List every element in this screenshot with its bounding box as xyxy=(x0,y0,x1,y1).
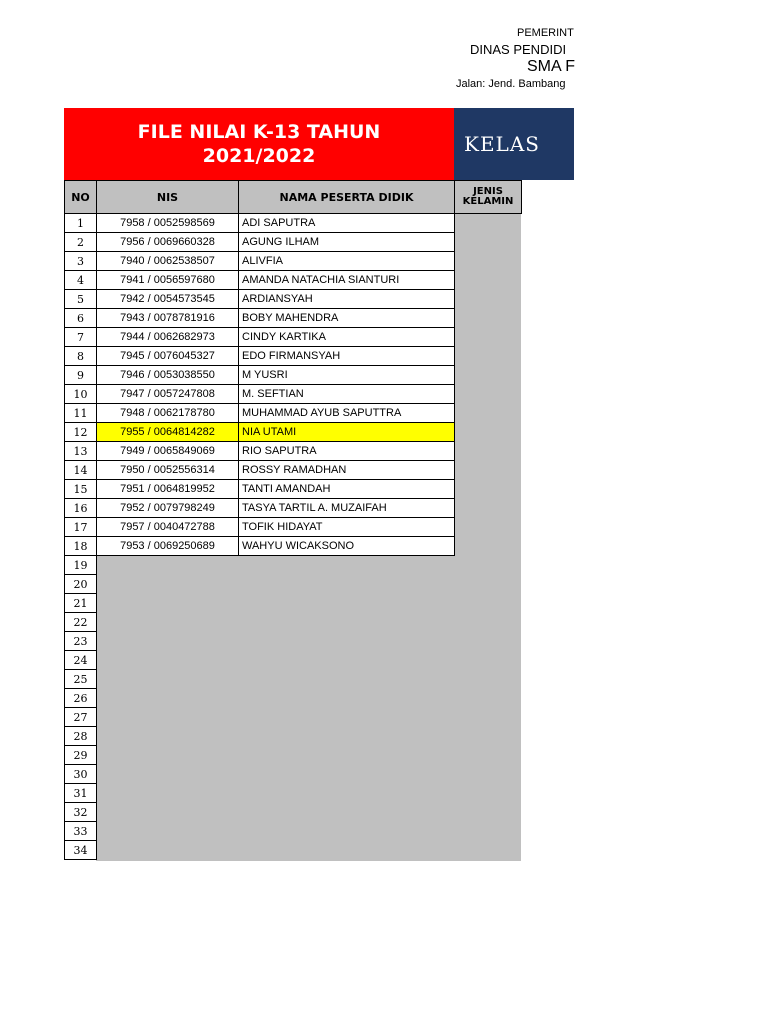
row-no[interactable]: 33 xyxy=(65,822,97,841)
row-no[interactable]: 10 xyxy=(65,385,97,404)
empty-cell[interactable] xyxy=(455,556,522,575)
row-no[interactable]: 6 xyxy=(65,309,97,328)
empty-cell[interactable] xyxy=(455,765,522,784)
row-nama[interactable]: M. SEFTIAN xyxy=(239,385,455,404)
row-no[interactable]: 3 xyxy=(65,252,97,271)
row-no[interactable]: 4 xyxy=(65,271,97,290)
row-nis[interactable]: 7957 / 0040472788 xyxy=(97,518,239,537)
row-no[interactable]: 7 xyxy=(65,328,97,347)
row-jenis-kelamin[interactable] xyxy=(455,480,522,499)
row-nis[interactable]: 7951 / 0064819952 xyxy=(97,480,239,499)
kelas-text: KELAS xyxy=(464,132,540,156)
row-no[interactable]: 34 xyxy=(65,841,97,860)
row-nis[interactable]: 7956 / 0069660328 xyxy=(97,233,239,252)
table-row-blank[interactable] xyxy=(65,822,522,841)
row-nama[interactable]: AGUNG ILHAM xyxy=(239,233,455,252)
row-jenis-kelamin[interactable] xyxy=(455,309,522,328)
table-row[interactable] xyxy=(65,328,522,347)
table-row[interactable] xyxy=(65,214,522,233)
empty-cell[interactable] xyxy=(455,613,522,632)
row-jenis-kelamin[interactable] xyxy=(455,347,522,366)
table-row[interactable] xyxy=(65,442,522,461)
row-nis[interactable]: 7944 / 0062682973 xyxy=(97,328,239,347)
empty-cell[interactable] xyxy=(455,803,522,822)
student-table xyxy=(64,180,522,860)
table-body xyxy=(65,214,522,860)
table-row[interactable] xyxy=(65,309,522,328)
table-row-blank[interactable] xyxy=(65,841,522,860)
row-nama[interactable]: ARDIANSYAH xyxy=(239,290,455,309)
row-no[interactable]: 5 xyxy=(65,290,97,309)
empty-cell[interactable] xyxy=(455,727,522,746)
row-no[interactable]: 23 xyxy=(65,632,97,651)
table-row-blank[interactable] xyxy=(65,784,522,803)
row-nis[interactable]: 7950 / 0052556314 xyxy=(97,461,239,480)
row-no[interactable]: 13 xyxy=(65,442,97,461)
empty-cell[interactable] xyxy=(97,841,239,860)
row-no[interactable]: 12 xyxy=(65,423,97,442)
row-jenis-kelamin[interactable] xyxy=(455,423,522,442)
row-nis[interactable]: 7941 / 0056597680 xyxy=(97,271,239,290)
file-title xyxy=(64,108,454,180)
table-row[interactable] xyxy=(65,290,522,309)
header-nis: NIS xyxy=(97,181,239,214)
table-row-blank[interactable] xyxy=(65,632,522,651)
empty-cell[interactable] xyxy=(455,708,522,727)
empty-cell[interactable] xyxy=(455,594,522,613)
table-row[interactable] xyxy=(65,499,522,518)
empty-cell[interactable] xyxy=(97,613,239,632)
row-no[interactable]: 17 xyxy=(65,518,97,537)
row-jenis-kelamin[interactable] xyxy=(455,214,522,233)
empty-cell[interactable] xyxy=(97,727,239,746)
empty-cell[interactable] xyxy=(97,651,239,670)
kelas-label xyxy=(454,108,574,180)
row-no[interactable]: 1 xyxy=(65,214,97,233)
row-nama[interactable]: AMANDA NATACHIA SIANTURI xyxy=(239,271,455,290)
file-title-line-1: FILE NILAI K-13 TAHUN xyxy=(137,121,381,143)
table-row-blank[interactable] xyxy=(65,575,522,594)
row-nis[interactable]: 7949 / 0065849069 xyxy=(97,442,239,461)
row-jenis-kelamin[interactable] xyxy=(455,233,522,252)
empty-cell[interactable] xyxy=(97,556,239,575)
header-line-1: PEMERINT xyxy=(517,27,574,39)
empty-cell[interactable] xyxy=(239,803,455,822)
empty-cell[interactable] xyxy=(239,689,455,708)
row-no[interactable]: 18 xyxy=(65,537,97,556)
row-nis[interactable]: 7958 / 0052598569 xyxy=(97,214,239,233)
row-jenis-kelamin[interactable] xyxy=(455,404,522,423)
row-nama[interactable]: ROSSY RAMADHAN xyxy=(239,461,455,480)
empty-cell[interactable] xyxy=(239,765,455,784)
row-no[interactable]: 9 xyxy=(65,366,97,385)
empty-cell[interactable] xyxy=(239,708,455,727)
row-no[interactable]: 15 xyxy=(65,480,97,499)
row-jenis-kelamin[interactable] xyxy=(455,252,522,271)
empty-cell[interactable] xyxy=(455,651,522,670)
table-row-blank[interactable] xyxy=(65,765,522,784)
row-jenis-kelamin[interactable] xyxy=(455,271,522,290)
table-row[interactable] xyxy=(65,404,522,423)
header-line-3: SMA F xyxy=(527,58,576,75)
header-address: Jalan: Jend. Bambang xyxy=(456,78,566,90)
row-nis[interactable]: 7945 / 0076045327 xyxy=(97,347,239,366)
table-row-blank[interactable] xyxy=(65,651,522,670)
empty-cell[interactable] xyxy=(239,632,455,651)
row-no[interactable]: 28 xyxy=(65,727,97,746)
row-nis[interactable]: 7955 / 0064814282 xyxy=(97,423,239,442)
row-jenis-kelamin[interactable] xyxy=(455,537,522,556)
empty-cell[interactable] xyxy=(455,632,522,651)
table-row[interactable] xyxy=(65,385,522,404)
table-row[interactable] xyxy=(65,461,522,480)
row-nis[interactable]: 7952 / 0079798249 xyxy=(97,499,239,518)
table-row[interactable] xyxy=(65,480,522,499)
table-row[interactable] xyxy=(65,537,522,556)
row-nama[interactable]: WAHYU WICAKSONO xyxy=(239,537,455,556)
table-row-blank[interactable] xyxy=(65,727,522,746)
row-no[interactable]: 21 xyxy=(65,594,97,613)
row-nis[interactable]: 7946 / 0053038550 xyxy=(97,366,239,385)
empty-cell[interactable] xyxy=(97,708,239,727)
header-no: NO xyxy=(65,181,97,214)
empty-cell[interactable] xyxy=(239,822,455,841)
table-header-row xyxy=(65,181,522,214)
row-jenis-kelamin[interactable] xyxy=(455,518,522,537)
table-row[interactable] xyxy=(65,271,522,290)
file-title-line-2: 2021/2022 xyxy=(202,145,316,167)
row-no[interactable]: 19 xyxy=(65,556,97,575)
table-row-blank[interactable] xyxy=(65,746,522,765)
empty-cell[interactable] xyxy=(455,670,522,689)
row-nama[interactable]: TASYA TARTIL A. MUZAIFAH xyxy=(239,499,455,518)
row-no[interactable]: 31 xyxy=(65,784,97,803)
row-no[interactable]: 14 xyxy=(65,461,97,480)
row-nama[interactable]: EDO FIRMANSYAH xyxy=(239,347,455,366)
empty-cell[interactable] xyxy=(97,765,239,784)
empty-cell[interactable] xyxy=(239,594,455,613)
empty-cell[interactable] xyxy=(455,689,522,708)
row-nama[interactable]: TANTI AMANDAH xyxy=(239,480,455,499)
table-row-blank[interactable] xyxy=(65,708,522,727)
table-row-blank[interactable] xyxy=(65,803,522,822)
row-nis[interactable]: 7947 / 0057247808 xyxy=(97,385,239,404)
row-jenis-kelamin[interactable] xyxy=(455,366,522,385)
table-row[interactable] xyxy=(65,233,522,252)
row-nama[interactable]: RIO SAPUTRA xyxy=(239,442,455,461)
table-row-blank[interactable] xyxy=(65,670,522,689)
row-no[interactable]: 16 xyxy=(65,499,97,518)
empty-cell[interactable] xyxy=(455,841,522,860)
table-row[interactable] xyxy=(65,366,522,385)
row-nama[interactable]: ADI SAPUTRA xyxy=(239,214,455,233)
row-no[interactable]: 20 xyxy=(65,575,97,594)
empty-cell[interactable] xyxy=(239,841,455,860)
table-row-blank[interactable] xyxy=(65,594,522,613)
empty-cell[interactable] xyxy=(97,632,239,651)
row-nama[interactable]: M YUSRI xyxy=(239,366,455,385)
empty-cell[interactable] xyxy=(239,556,455,575)
empty-cell[interactable] xyxy=(239,651,455,670)
row-nis[interactable]: 7942 / 0054573545 xyxy=(97,290,239,309)
header-nama: NAMA PESERTA DIDIK xyxy=(239,181,455,214)
row-nama[interactable]: CINDY KARTIKA xyxy=(239,328,455,347)
empty-cell[interactable] xyxy=(455,784,522,803)
row-jenis-kelamin[interactable] xyxy=(455,499,522,518)
row-no[interactable]: 22 xyxy=(65,613,97,632)
empty-cell[interactable] xyxy=(97,803,239,822)
table-row-blank[interactable] xyxy=(65,689,522,708)
row-no[interactable]: 30 xyxy=(65,765,97,784)
empty-cell[interactable] xyxy=(239,746,455,765)
row-jenis-kelamin[interactable] xyxy=(455,385,522,404)
empty-cell[interactable] xyxy=(239,727,455,746)
row-no[interactable]: 32 xyxy=(65,803,97,822)
row-jenis-kelamin[interactable] xyxy=(455,461,522,480)
empty-cell[interactable] xyxy=(239,670,455,689)
table-row-blank[interactable] xyxy=(65,556,522,575)
empty-cell[interactable] xyxy=(239,784,455,803)
row-jenis-kelamin[interactable] xyxy=(455,442,522,461)
row-nis[interactable]: 7940 / 0062538507 xyxy=(97,252,239,271)
row-nama[interactable]: ALIVFIA xyxy=(239,252,455,271)
row-nis[interactable]: 7948 / 0062178780 xyxy=(97,404,239,423)
empty-cell[interactable] xyxy=(239,575,455,594)
empty-cell[interactable] xyxy=(97,575,239,594)
empty-cell[interactable] xyxy=(455,575,522,594)
empty-cell[interactable] xyxy=(97,784,239,803)
empty-cell[interactable] xyxy=(97,594,239,613)
row-no[interactable]: 2 xyxy=(65,233,97,252)
table-row[interactable] xyxy=(65,423,522,442)
empty-cell[interactable] xyxy=(97,746,239,765)
empty-cell[interactable] xyxy=(455,822,522,841)
row-no[interactable]: 26 xyxy=(65,689,97,708)
row-nama[interactable]: MUHAMMAD AYUB SAPUTTRA xyxy=(239,404,455,423)
table-row[interactable] xyxy=(65,347,522,366)
row-no[interactable]: 29 xyxy=(65,746,97,765)
row-no[interactable]: 25 xyxy=(65,670,97,689)
row-no[interactable]: 27 xyxy=(65,708,97,727)
row-nis[interactable]: 7953 / 0069250689 xyxy=(97,537,239,556)
row-nama[interactable]: TOFIK HIDAYAT xyxy=(239,518,455,537)
row-nama[interactable]: NIA UTAMI xyxy=(239,423,455,442)
row-no[interactable]: 24 xyxy=(65,651,97,670)
table-row-blank[interactable] xyxy=(65,613,522,632)
empty-cell[interactable] xyxy=(97,822,239,841)
empty-cell[interactable] xyxy=(97,689,239,708)
table-row[interactable] xyxy=(65,252,522,271)
empty-cell[interactable] xyxy=(455,746,522,765)
empty-cell[interactable] xyxy=(97,670,239,689)
row-jenis-kelamin[interactable] xyxy=(455,290,522,309)
row-no[interactable]: 8 xyxy=(65,347,97,366)
row-no[interactable]: 11 xyxy=(65,404,97,423)
header-jenis-kelamin: JENIS KELAMIN xyxy=(455,181,522,214)
row-jenis-kelamin[interactable] xyxy=(455,328,522,347)
table-row[interactable] xyxy=(65,518,522,537)
header-line-2: DINAS PENDIDI xyxy=(470,42,567,57)
row-nis[interactable]: 7943 / 0078781916 xyxy=(97,309,239,328)
row-nama[interactable]: BOBY MAHENDRA xyxy=(239,309,455,328)
empty-cell[interactable] xyxy=(239,613,455,632)
